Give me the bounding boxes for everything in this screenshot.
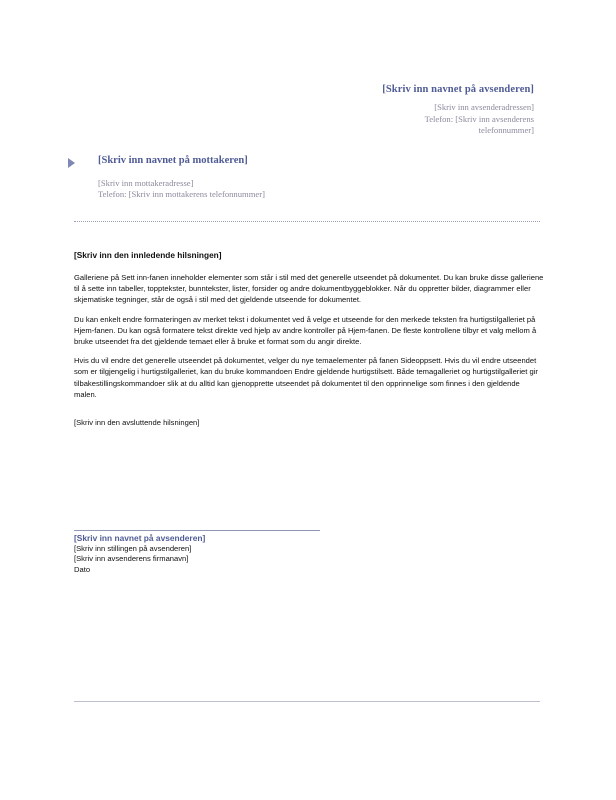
body-paragraph-2[interactable]: Du kan enkelt endre formateringen av merket tekst i dokumentet ved å velge et utseende for den merkede teksten fra hurtigstilgalleriet på Hjem-fanen. Du kan også formatere tekst direkte ved hjelp av andre kontroller på Hjem-fanen. De fleste kontrollene tilbyr et valg mellom å bruke utseendet fra det gjeldende temaet eller å bruke et format som du angir direkte.	[74, 314, 537, 347]
sender-phone-line1[interactable]: Telefon: [Skriv inn avsenderens	[424, 113, 534, 124]
signature-rule	[74, 530, 320, 531]
signature-date[interactable]: Dato	[74, 564, 91, 574]
body-paragraph-3[interactable]: Hvis du vil endre det generelle utseendet på dokumentet, velger du nye temaelementer på fanen Sideoppsett. Hvis du vil endre utseendet som er tilgjengelig i hurtigstilgalleriet, kan du bruke kommandoen Endre gjeldende hurtigstilsett. Både temagalleriet og hurtigstilgalleriet gir tilbakestillingskommandoer slik at du alltid kan gjenopprette utseendet på dokumentet til den opprinnelige som finnes i den gjeldende malen.	[74, 356, 538, 399]
sender-phone-line2[interactable]: telefonnummer]	[478, 125, 534, 135]
header-divider	[74, 221, 540, 222]
signature-title[interactable]: [Skriv inn stillingen på avsenderen]	[74, 544, 192, 553]
recipient-phone[interactable]: Telefon: [Skriv inn mottakerens telefonnummer]	[98, 189, 265, 199]
recipient-address[interactable]: [Skriv inn mottakeradresse]	[98, 178, 194, 188]
recipient-name[interactable]: [Skriv inn navnet på mottakeren]	[98, 155, 248, 166]
closing[interactable]: [Skriv inn den avsluttende hilsningen]	[74, 418, 200, 428]
sender-block	[382, 84, 534, 137]
arrow-right-icon	[68, 158, 75, 168]
body-paragraph-1[interactable]: Galleriene på Sett inn-fanen inneholder elementer som står i stil med det generelle utseendet på dokumentet. Du kan bruke disse galleriene til å sette inn tabeller, topptekster, bunntekster, lister, forsider og andre dokumentbyggeblokker. Når du oppretter bilder, diagrammer eller skjematiske tegninger, står de også i stil med det gjeldende utseende for dokumentet.	[74, 273, 544, 305]
footer-divider	[74, 701, 540, 702]
sender-address[interactable]: [Skriv inn avsenderadressen]	[434, 102, 534, 112]
recipient-block	[80, 155, 265, 200]
signature-company[interactable]: [Skriv inn avsenderens firmanavn]	[74, 554, 189, 564]
signature-name[interactable]: [Skriv inn navnet på avsenderen]	[74, 533, 206, 543]
signature-block	[74, 533, 205, 575]
sender-name[interactable]: [Skriv inn navnet på avsenderen]	[382, 84, 534, 95]
salutation[interactable]: [Skriv inn den innledende hilsningen]	[74, 250, 222, 260]
letter-body	[74, 250, 544, 427]
